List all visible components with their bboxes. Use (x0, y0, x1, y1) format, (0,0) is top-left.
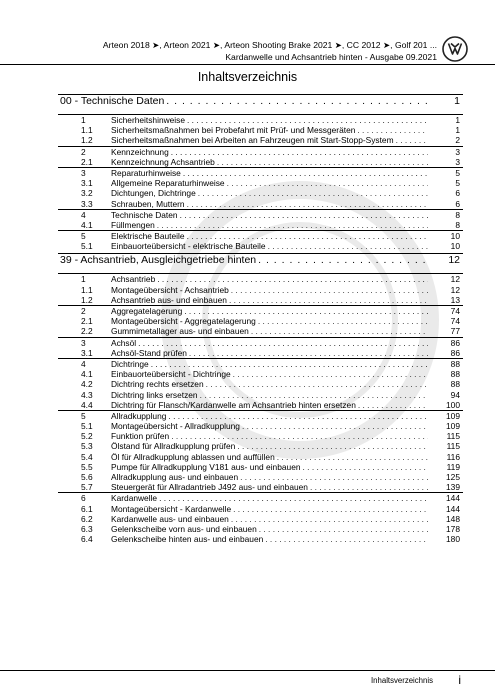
toc-entry-page[interactable]: 115 (446, 431, 460, 442)
toc-entry-page[interactable]: 1 (455, 115, 460, 125)
toc-dot-leader (157, 220, 428, 230)
toc-sub-entry[interactable] (58, 178, 463, 188)
toc-dot-leader (187, 199, 428, 209)
toc-entry-title[interactable]: Einbauorteübersicht - Dichtringe (111, 369, 231, 380)
toc-sub-entry[interactable] (58, 534, 463, 544)
toc-dot-leader (358, 400, 428, 410)
toc-sub-entry[interactable] (58, 369, 463, 379)
toc-entry-number: 5.6 (81, 472, 93, 482)
toc-dot-leader (171, 147, 428, 157)
toc-entry-number: 4.3 (81, 389, 93, 400)
toc-section-entry[interactable] (58, 146, 463, 157)
toc-sub-entry[interactable] (58, 316, 463, 326)
toc-entry-page[interactable]: 180 (446, 534, 460, 545)
toc-sub-entry[interactable] (58, 482, 463, 492)
toc-entry-title[interactable]: Allradkupplung aus- und einbauen (111, 472, 239, 482)
toc-entry-title[interactable]: Montageübersicht - Achsantrieb (111, 284, 229, 295)
toc-section-entry[interactable] (58, 209, 463, 220)
toc-entry-number: 6.1 (81, 503, 93, 514)
toc-dot-leader (157, 274, 428, 284)
toc-dot-leader (259, 524, 428, 534)
toc-entry-number: 4 (81, 358, 86, 369)
toc-entry-page[interactable]: 88 (450, 358, 460, 369)
toc-dot-leader (200, 390, 428, 400)
toc-entry-title[interactable]: Achsöl-Stand prüfen (111, 347, 187, 358)
toc-entry-title[interactable]: Dichtring links ersetzen (111, 389, 198, 400)
toc-sub-entry[interactable] (58, 462, 463, 472)
toc-entry-number: 5.7 (81, 482, 93, 493)
toc-section-entry[interactable] (58, 358, 463, 369)
toc-entry-page[interactable]: 2 (455, 135, 460, 146)
toc-entry-number: 3.2 (81, 188, 93, 199)
footer-page-number: i (458, 673, 461, 687)
toc-entry-page[interactable]: 115 (446, 441, 460, 452)
toc-entry-page[interactable]: 125 (446, 472, 460, 482)
toc-entry-number: 3.3 (81, 198, 93, 209)
toc-entry-page[interactable]: 8 (455, 219, 460, 230)
toc-entry-page[interactable]: 13 (450, 294, 460, 305)
toc-entry-page[interactable]: 1 (455, 125, 460, 136)
toc-dot-leader (187, 115, 428, 125)
toc-chapter-entry[interactable] (58, 253, 463, 273)
toc-entry-number: 4.1 (81, 369, 93, 380)
toc-entry-page[interactable]: 109 (446, 410, 460, 421)
toc-entry-page[interactable]: 144 (446, 493, 460, 504)
toc-dot-leader (277, 452, 428, 462)
toc-entry-title[interactable]: Sicherheitshinweise (111, 115, 186, 125)
toc-entry-page[interactable]: 86 (450, 347, 460, 358)
toc-entry-page[interactable]: 12 (450, 284, 460, 295)
toc-entry-number: 2.1 (81, 316, 93, 327)
toc-entry-number: 2.1 (81, 156, 93, 167)
toc-dot-leader (166, 95, 428, 107)
toc-dot-leader (159, 493, 428, 503)
toc-dot-leader (227, 178, 428, 188)
toc-entry-page[interactable]: 88 (450, 379, 460, 390)
toc-dot-leader (268, 241, 428, 251)
toc-entry-number: 1.2 (81, 294, 93, 305)
toc-entry-page[interactable]: 3 (455, 156, 460, 167)
toc-entry-page[interactable]: 178 (446, 523, 460, 534)
toc-dot-leader (168, 411, 428, 421)
page-footer (0, 670, 495, 700)
toc-entry-page[interactable]: 148 (446, 513, 460, 524)
toc-dot-leader (237, 441, 428, 451)
toc-entry-number: 3.1 (81, 178, 93, 189)
toc-sub-entry[interactable] (58, 199, 463, 209)
toc-entry-title[interactable]: Funktion prüfen (111, 431, 170, 442)
toc-dot-leader (233, 369, 428, 379)
toc-sub-entry[interactable] (58, 220, 463, 230)
toc-section-entry[interactable] (58, 410, 463, 421)
toc-entry-page[interactable]: 3 (455, 146, 460, 157)
toc-entry-page[interactable]: 6 (455, 198, 460, 209)
toc-entry-title[interactable]: Kennzeichnung (111, 146, 169, 157)
toc-entry-page[interactable]: 86 (450, 337, 460, 348)
toc-sub-entry[interactable] (58, 400, 463, 410)
header-rule (0, 64, 495, 65)
toc-entry-number: 6.2 (81, 513, 93, 524)
toc-sub-entry[interactable] (58, 285, 463, 295)
toc-entry-title[interactable]: Pumpe für Allradkupplung V181 aus- und einbauen (111, 461, 301, 472)
toc-entry-number: 5.5 (81, 461, 93, 472)
toc-entry-title[interactable]: Allgemeine Reparaturhinweise (111, 178, 225, 189)
table-of-contents (58, 92, 463, 544)
toc-section-entry[interactable] (58, 492, 463, 503)
toc-section-entry[interactable] (58, 167, 463, 178)
toc-entry-title[interactable]: Technische Daten (111, 209, 178, 220)
toc-entry-number: 2.2 (81, 326, 93, 337)
toc-entry-page[interactable]: 12 (450, 274, 460, 285)
toc-entry-page[interactable]: 5 (455, 167, 460, 178)
toc-entry-number: 1 (81, 274, 86, 285)
toc-dot-leader (396, 135, 428, 145)
toc-entry-title[interactable]: 00 - Technische Daten (60, 95, 165, 107)
toc-entry-number: 5.4 (81, 451, 93, 462)
toc-entry-page[interactable]: 116 (446, 451, 460, 462)
toc-entry-title[interactable]: Dichtringe (111, 358, 149, 369)
toc-entry-number: 4.1 (81, 219, 93, 230)
toc-sub-entry[interactable] (58, 135, 463, 145)
toc-dot-leader (251, 326, 428, 336)
toc-entry-number: 6 (81, 493, 86, 504)
toc-sub-entry[interactable] (58, 348, 463, 358)
toc-sub-entry[interactable] (58, 431, 463, 441)
header-subject: Kardanwelle und Achsantrieb hinten - Ausgabe 09.2021 (225, 52, 437, 62)
toc-entry-title[interactable]: Montageübersicht - Allradkupplung (111, 421, 240, 432)
header-models: Arteon 2018 ➤, Arteon 2021 ➤, Arteon Shooting Brake 2021 ➤, CC 2012 ➤, Golf 201 ... (102, 40, 437, 50)
toc-entry-page[interactable]: 109 (446, 421, 460, 432)
toc-entry-number: 4 (81, 209, 86, 220)
vw-logo-icon (442, 36, 468, 62)
toc-dot-leader (183, 168, 428, 178)
toc-entry-page[interactable]: 6 (455, 188, 460, 199)
toc-entry-title[interactable]: Aggregatelagerung (111, 306, 183, 316)
toc-entry-title[interactable]: Ölstand für Allradkupplung prüfen (111, 441, 236, 452)
toc-entry-title[interactable]: Dichtungen, Dichtringe (111, 188, 196, 199)
toc-dot-leader (198, 188, 428, 198)
toc-sub-entry[interactable] (58, 326, 463, 336)
toc-entry-number: 5 (81, 231, 86, 242)
toc-dot-leader (206, 379, 428, 389)
toc-entry-title[interactable]: Gelenkscheibe hinten aus- und einbauen (111, 534, 264, 545)
toc-sub-entry[interactable] (58, 379, 463, 389)
toc-sub-entry[interactable] (58, 157, 463, 167)
toc-entry-number: 1.2 (81, 135, 93, 146)
footer-label: Inhaltsverzeichnis (371, 676, 433, 685)
toc-dot-leader (171, 431, 428, 441)
toc-entry-page[interactable]: 100 (446, 399, 460, 410)
toc-sub-entry[interactable] (58, 504, 463, 514)
toc-entry-number: 3 (81, 167, 86, 178)
toc-entry-title[interactable]: Öl für Allradkupplung ablassen und auffüllen (111, 451, 275, 462)
toc-entry-number: 1.1 (81, 125, 93, 136)
toc-dot-leader (187, 231, 428, 241)
toc-entry-title[interactable]: Achsöl (111, 337, 137, 348)
toc-entry-page[interactable]: 12 (448, 254, 460, 267)
toc-dot-leader (265, 534, 428, 544)
toc-dot-leader (217, 157, 428, 167)
toc-sub-entry[interactable] (58, 441, 463, 451)
toc-dot-leader (240, 472, 428, 482)
toc-entry-title[interactable]: Achsantrieb aus- und einbauen (111, 294, 227, 305)
toc-entry-title[interactable]: Montageübersicht - Aggregatelagerung (111, 316, 256, 327)
toc-section-entry[interactable] (58, 273, 463, 284)
toc-entry-page[interactable]: 8 (455, 209, 460, 220)
toc-sub-entry[interactable] (58, 125, 463, 135)
toc-entry-number: 4.4 (81, 399, 93, 410)
toc-entry-title[interactable]: Gelenkscheibe vorn aus- und einbauen (111, 523, 257, 534)
toc-entry-title[interactable]: Füllmengen (111, 219, 155, 230)
toc-entry-page[interactable]: 74 (450, 306, 460, 316)
toc-entry-number: 6.3 (81, 523, 93, 534)
toc-dot-leader (180, 210, 428, 220)
toc-sub-entry[interactable] (58, 390, 463, 400)
toc-dot-leader (189, 348, 428, 358)
toc-dot-leader (310, 482, 428, 492)
toc-dot-leader (233, 504, 428, 514)
toc-sub-entry[interactable] (58, 514, 463, 524)
toc-sub-entry[interactable] (58, 524, 463, 534)
toc-entry-number: 1.1 (81, 284, 93, 295)
toc-entry-title[interactable]: Einbauorteübersicht - elektrische Bauteile (111, 241, 266, 252)
toc-dot-leader (231, 285, 428, 295)
toc-entry-title[interactable]: Montageübersicht - Kardanwelle (111, 503, 232, 514)
toc-section-entry[interactable] (58, 114, 463, 125)
toc-entry-page[interactable]: 10 (450, 231, 460, 242)
toc-sub-entry[interactable] (58, 241, 463, 251)
toc-chapter-entry[interactable] (58, 94, 463, 114)
toc-dot-leader (151, 359, 428, 369)
toc-entry-title[interactable]: Reparaturhinweise (111, 167, 181, 178)
toc-entry-title[interactable]: Achsantrieb (111, 274, 156, 285)
toc-entry-title[interactable]: Schrauben, Muttern (111, 198, 185, 209)
toc-entry-page[interactable]: 88 (450, 369, 460, 380)
toc-dot-leader (357, 125, 428, 135)
toc-sub-entry[interactable] (58, 188, 463, 198)
toc-dot-leader (242, 421, 428, 431)
toc-entry-title[interactable]: 39 - Achsantrieb, Ausgleichgetriebe hinten (60, 254, 257, 267)
toc-entry-page[interactable]: 144 (446, 503, 460, 514)
toc-dot-leader (231, 514, 428, 524)
toc-dot-leader (258, 254, 428, 266)
toc-entry-title[interactable]: Kardanwelle aus- und einbauen (111, 513, 229, 524)
toc-dot-leader (258, 316, 428, 326)
toc-entry-title[interactable]: Elektrische Bauteile (111, 231, 185, 242)
toc-section-entry[interactable] (58, 305, 463, 316)
toc-entry-title[interactable]: Kardanwelle (111, 493, 158, 504)
toc-dot-leader (138, 338, 428, 348)
toc-dot-leader (229, 295, 428, 305)
toc-entry-number: 2 (81, 146, 86, 157)
toc-dot-leader (303, 462, 428, 472)
toc-entry-number: 4.2 (81, 379, 93, 390)
toc-entry-title[interactable]: Allradkupplung (111, 410, 167, 421)
toc-sub-entry[interactable] (58, 452, 463, 462)
toc-entry-title[interactable]: Kennzeichnung Achsantrieb (111, 156, 215, 167)
toc-entry-page[interactable]: 119 (446, 461, 460, 472)
toc-entry-number: 6.4 (81, 534, 93, 545)
toc-entry-title[interactable]: Sicherheitsmaßnahmen bei Probefahrt mit Prüf- und Messgeräten (111, 125, 356, 136)
page-title: Inhaltsverzeichnis (197, 70, 298, 84)
footer-rule (0, 670, 495, 671)
toc-section-entry[interactable] (58, 337, 463, 348)
toc-entry-number: 1 (81, 115, 86, 125)
toc-entry-title[interactable]: Steuergerät für Allradantrieb J492 aus- und einbauen (111, 482, 308, 493)
toc-entry-title[interactable]: Dichtring für Flansch/Kardanwelle am Achsantrieb hinten ersetzen (111, 399, 356, 410)
toc-entry-number: 5 (81, 410, 86, 421)
toc-entry-number: 5.1 (81, 421, 93, 432)
toc-entry-title[interactable]: Dichtring rechts ersetzen (111, 379, 204, 390)
toc-entry-number: 5.1 (81, 241, 93, 252)
toc-sub-entry[interactable] (58, 295, 463, 305)
toc-dot-leader (184, 306, 428, 316)
toc-entry-number: 2 (81, 306, 86, 316)
toc-entry-page[interactable]: 74 (450, 316, 460, 327)
toc-entry-page[interactable]: 10 (450, 241, 460, 252)
toc-section-entry[interactable] (58, 230, 463, 241)
toc-sub-entry[interactable] (58, 421, 463, 431)
toc-entry-page[interactable]: 94 (450, 389, 460, 400)
toc-entry-page[interactable]: 77 (450, 326, 460, 337)
toc-entry-title[interactable]: Sicherheitsmaßnahmen bei Arbeiten an Fahrzeugen mit Start-Stopp-System (111, 135, 394, 146)
toc-entry-number: 3.1 (81, 347, 93, 358)
toc-entry-number: 5.2 (81, 431, 93, 442)
toc-entry-title[interactable]: Gummimetallager aus- und einbauen (111, 326, 249, 337)
toc-entry-number: 3 (81, 337, 86, 348)
toc-entry-page[interactable]: 139 (446, 482, 460, 493)
toc-sub-entry[interactable] (58, 472, 463, 482)
toc-entry-page[interactable]: 1 (454, 95, 460, 107)
toc-entry-page[interactable]: 5 (455, 178, 460, 189)
toc-entry-number: 5.3 (81, 441, 93, 452)
